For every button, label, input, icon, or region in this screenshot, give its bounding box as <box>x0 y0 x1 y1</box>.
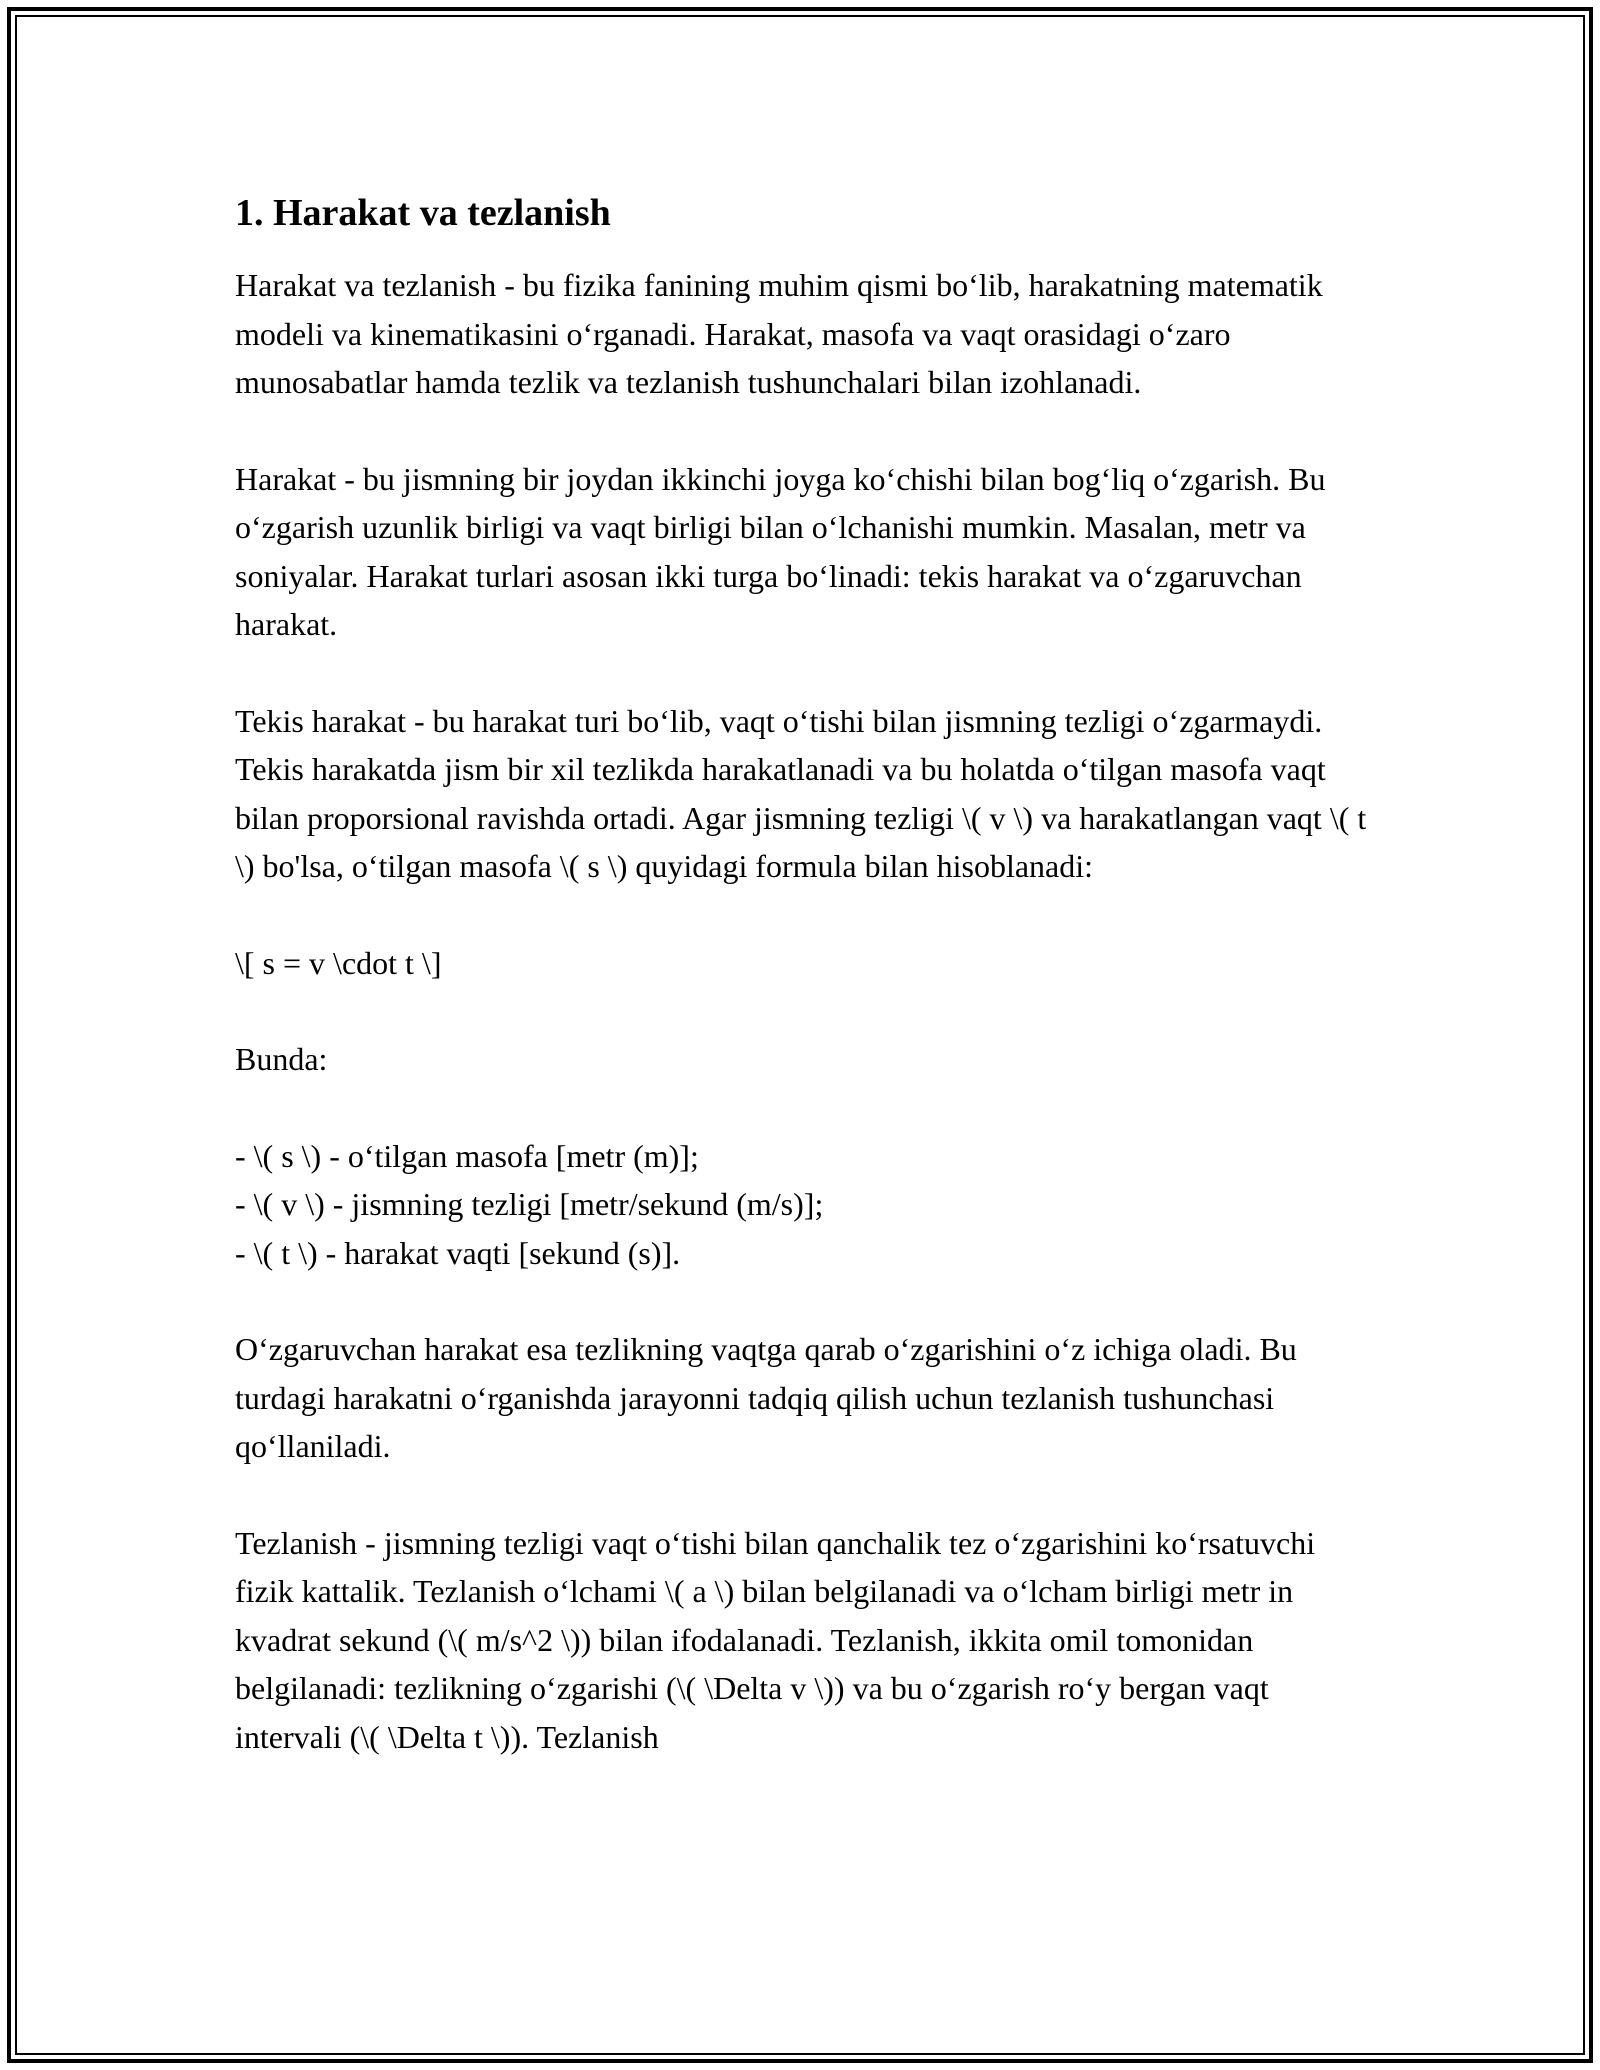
formula-line: \[ s = v \cdot t \] <box>235 944 442 981</box>
paragraph-ozgaruvchan-harakat: O‘zgaruvchan harakat esa tezlikning vaqtga qarab o‘zgarishini o‘z ichiga oladi. Bu turdagi harakatni o‘rganishda jarayonni tadqiq qilish uchun tezlanish tushunchasi qo‘llaniladi. <box>235 1331 1297 1464</box>
list-item: - \( v \) - jismning tezligi [metr/sekund (m/s)]; <box>235 1186 824 1222</box>
document-body <box>235 185 1370 1809</box>
paragraph-intro: Harakat va tezlanish - bu fizika fanining muhim qismi bo‘lib, harakatning matematik modeli va kinematikasini o‘rganadi. Harakat, masofa va vaqt orasidagi o‘zaro munosabatlar hamda tezlik va tezlanish tushunchalari bilan izohlanadi. <box>235 267 1323 400</box>
paragraph-bunda: Bunda: <box>235 1041 328 1077</box>
section-heading: 1. Harakat va tezlanish <box>235 192 611 234</box>
list-item: - \( t \) - harakat vaqti [sekund (s)]. <box>235 1234 681 1271</box>
paragraph-harakat: Harakat - bu jismning bir joydan ikkinchi joyga ko‘chishi bilan bog‘liq o‘zgarish. Bu o‘zgarish uzunlik birligi va vaqt birligi bilan o‘lchanishi mumkin. Masalan, metr va soniyalar. Harakat turlari asosan ikki turga bo‘linadi: tekis harakat va o‘zgaruvchan harakat. <box>235 460 1326 642</box>
paragraph-tekis-harakat: Tekis harakat - bu harakat turi bo‘lib, vaqt o‘tishi bilan jismning tezligi o‘zgarmaydi. Tekis harakatda jism bir xil tezlikda harakatlanadi va bu holatda o‘tilgan masofa vaqt bilan proporsional ravishda ortadi. Agar jismning tezligi \( v \) va harakatlangan vaqt \( t \) bo'lsa, o‘tilgan masofa \( s \) quyidagi formula bilan hisoblanadi: <box>235 702 1367 884</box>
variable-definition-list <box>235 1132 1370 1278</box>
paragraph-tezlanish: Tezlanish - jismning tezligi vaqt o‘tishi bilan qanchalik tez o‘zgarishini ko‘rsatuvchi fizik kattalik. Tezlanish o‘lchami \( a \) bilan belgilanadi va o‘lcham birligi metr in kvadrat sekund (\( m/s^2 \)) bilan ifodalanadi. Tezlanish, ikkita omil tomonidan belgilanadi: tezlikning o‘zgarishi (\( \Delta v \)) va bu o‘zgarish ro‘y bergan vaqt intervali (\( \Delta t \)). Tezlanish <box>235 1524 1316 1755</box>
list-item: - \( s \) - o‘tilgan masofa [metr (m)]; <box>235 1137 699 1174</box>
